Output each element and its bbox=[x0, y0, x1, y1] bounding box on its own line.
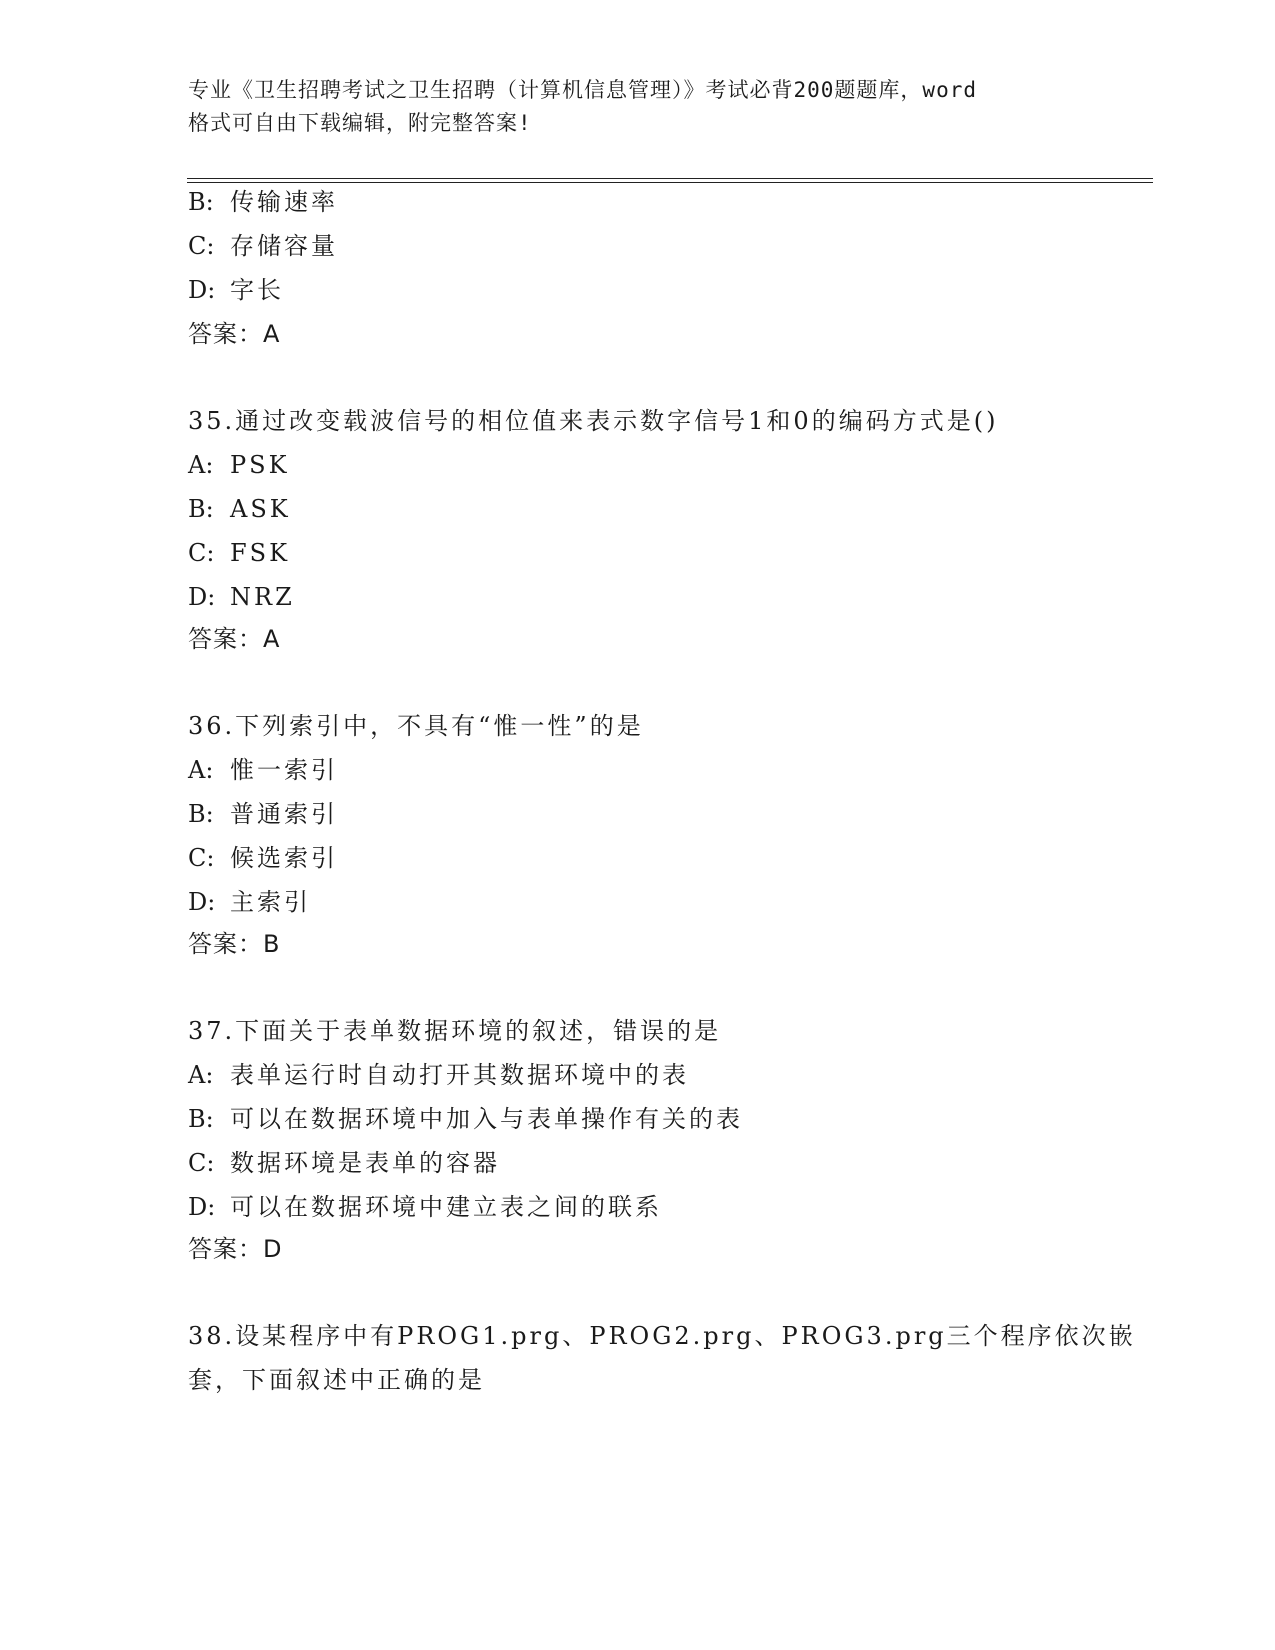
document-header bbox=[188, 74, 1088, 140]
option-label: C: bbox=[188, 539, 215, 567]
option-label: A: bbox=[188, 756, 214, 784]
q35-option-d bbox=[188, 582, 295, 612]
option-text: 字长 bbox=[230, 276, 284, 304]
option-text: 表单运行时自动打开其数据环境中的表 bbox=[230, 1061, 689, 1089]
option-label: B: bbox=[188, 495, 214, 523]
option-text: PSK bbox=[230, 451, 290, 479]
option-text: 可以在数据环境中建立表之间的联系 bbox=[230, 1193, 662, 1221]
option-label: C: bbox=[188, 844, 215, 872]
option-c bbox=[188, 231, 338, 261]
option-label: B: bbox=[188, 1105, 214, 1133]
q37-option-c bbox=[188, 1148, 500, 1178]
option-text: 数据环境是表单的容器 bbox=[230, 1149, 500, 1177]
option-text: ASK bbox=[230, 495, 291, 523]
option-label: B: bbox=[188, 188, 214, 216]
q36-option-d bbox=[188, 887, 311, 917]
q37-option-a bbox=[188, 1060, 689, 1090]
q35-option-c bbox=[188, 538, 290, 568]
option-text: NRZ bbox=[230, 583, 295, 611]
option-b bbox=[188, 187, 338, 217]
q37-answer: 答案：D bbox=[188, 1235, 283, 1263]
q36-option-c bbox=[188, 843, 338, 873]
option-label: D: bbox=[188, 1193, 216, 1221]
q36-answer: 答案：B bbox=[188, 930, 281, 958]
option-text: 普通索引 bbox=[230, 800, 338, 828]
option-text: 传输速率 bbox=[230, 188, 338, 216]
option-label: B: bbox=[188, 800, 214, 828]
option-text: FSK bbox=[230, 539, 291, 567]
q37-option-b bbox=[188, 1104, 743, 1134]
question-37-title: 37.下面关于表单数据环境的叙述，错误的是 bbox=[188, 1017, 722, 1045]
option-text: 主索引 bbox=[230, 888, 311, 916]
q35-option-a bbox=[188, 450, 290, 480]
option-text: 存储容量 bbox=[230, 232, 338, 260]
option-text: 惟一索引 bbox=[230, 756, 338, 784]
question-38-title-line-1: 38.设某程序中有PROG1.prg、PROG2.prg、PROG3.prg三个程序依次嵌 bbox=[188, 1322, 1136, 1350]
q35-option-b bbox=[188, 494, 291, 524]
q35-answer: 答案：A bbox=[188, 625, 281, 653]
header-line-1: 专业《卫生招聘考试之卫生招聘（计算机信息管理）》考试必背200题题库，word bbox=[188, 78, 977, 102]
question-36-title: 36.下列索引中，不具有“惟一性”的是 bbox=[188, 712, 644, 740]
header-line-2: 格式可自由下载编辑，附完整答案! bbox=[188, 111, 532, 135]
q36-option-b bbox=[188, 799, 338, 829]
option-label: C: bbox=[188, 232, 215, 260]
option-label: A: bbox=[188, 1061, 214, 1089]
option-label: D: bbox=[188, 276, 216, 304]
q37-option-d bbox=[188, 1192, 662, 1222]
option-text: 候选索引 bbox=[230, 844, 338, 872]
option-label: D: bbox=[188, 583, 216, 611]
option-label: D: bbox=[188, 888, 216, 916]
option-d bbox=[188, 275, 284, 305]
header-divider-bottom bbox=[187, 182, 1153, 183]
header-divider-top bbox=[187, 178, 1153, 179]
option-text: 可以在数据环境中加入与表单操作有关的表 bbox=[230, 1105, 743, 1133]
question-38-title-line-2: 套，下面叙述中正确的是 bbox=[188, 1366, 485, 1394]
option-label: A: bbox=[188, 451, 214, 479]
option-label: C: bbox=[188, 1149, 215, 1177]
question-35-title: 35.通过改变载波信号的相位值来表示数字信号1和0的编码方式是() bbox=[188, 407, 999, 435]
answer-line: 答案：A bbox=[188, 320, 281, 348]
q36-option-a bbox=[188, 755, 338, 785]
